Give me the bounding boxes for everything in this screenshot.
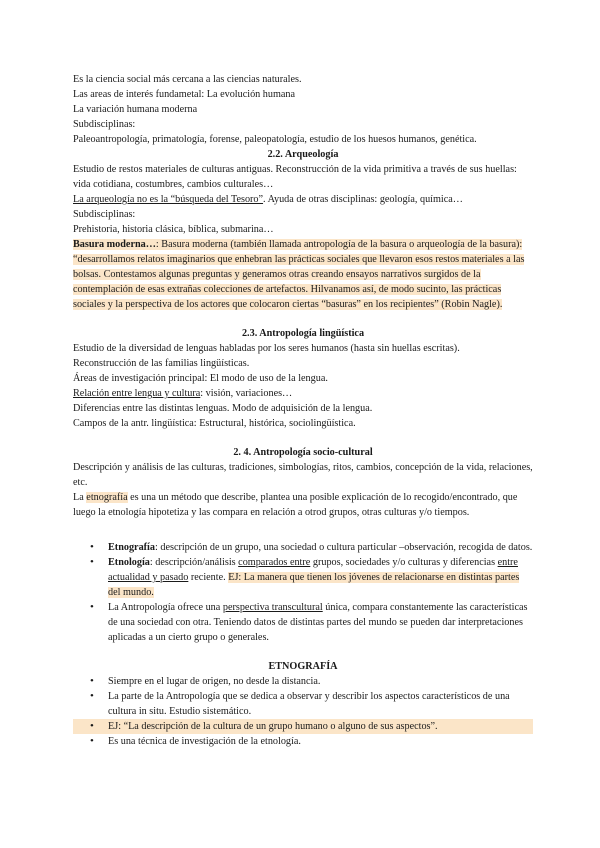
intro-line: Las areas de interés fundametal: La evolución humana xyxy=(73,89,296,100)
list-item: • Es una técnica de investigación de la etnología. xyxy=(73,734,533,749)
intro-line: Paleoantropología, primatología, forense, paleopatología, estudio de los huesos humanos, genética. xyxy=(73,134,477,145)
bullet-list xyxy=(73,674,533,749)
intro-line: Es la ciencia social más cercana a las ciencias naturales. xyxy=(73,74,302,85)
paragraph: Subdisciplinas: xyxy=(73,209,136,220)
underlined-text: La arqueología no es la “búsqueda del Tesoro” xyxy=(73,194,264,205)
paragraph: Estudio de la diversidad de lenguas habladas por los seres humanos (hasta sin huellas escritas). xyxy=(73,343,460,354)
list-item: • Siempre en el lugar de origen, no desde la distancia. xyxy=(73,674,533,689)
paragraph: La etnografía es una un método que describe, plantea una posible explicación de lo recogido/encontrado, que luego la etnología hipotetiza y las compara en relación a otrod grupos, otras culturas y/o tiempos. xyxy=(73,492,518,518)
paragraph: Reconstrucción de las familias lingüísticas. xyxy=(73,358,250,369)
intro-line: Subdisciplinas: xyxy=(73,119,136,130)
highlighted-example: EJ: La manera que tienen los jóvenes de relacionarse en distintas partes del mundo. xyxy=(108,572,520,598)
list-item: • Etnología: descripción/análisis comparados entre grupos, sociedades y/o culturas y diferencias entre actualidad y pasado reciente. EJ: La manera que tienen los jóvenes de relacionarse en distintas partes del mundo. xyxy=(73,555,533,600)
section-heading-etnografia: ETNOGRAFÍA xyxy=(268,661,338,672)
section-heading-sociocultural: 2. 4. Antropología socio-cultural xyxy=(233,447,373,458)
paragraph: Prehistoria, historia clásica, bíblica, submarina… xyxy=(73,224,274,235)
paragraph: Relación entre lengua y cultura: visión, variaciones… xyxy=(73,388,293,399)
list-item: • Etnografía: descripción de un grupo, una sociedad o cultura particular –observación, recogida de datos. xyxy=(73,540,533,555)
list-item: • La Antropología ofrece una perspectiva transcultural única, compara constantemente las características de una sociedad con otra. Teniendo datos de distintas partes del mundo se pueden dar interpretaciones aplicadas a un cierto grupo o generales. xyxy=(73,600,533,645)
document-body xyxy=(73,72,533,749)
paragraph: Campos de la antr. lingüística: Estructural, histórica, sociolingüística. xyxy=(73,418,356,429)
paragraph: Descripción y análisis de las culturas, tradiciones, simbologías, ritos, cambios, concepción de la vida, relaciones, etc. xyxy=(73,462,533,488)
section-heading-arqueologia: 2.2. Arqueología xyxy=(267,149,339,160)
bullet-list xyxy=(73,540,533,645)
paragraph: Estudio de restos materiales de culturas antiguas. Reconstrucción de la vida primitiva a través de sus huellas: vida cotidiana, costumbres, cambios culturales… xyxy=(73,164,517,190)
list-item: • La parte de la Antropología que se dedica a observar y describir los aspectos característicos de una cultura in situ. Estudio sistemático. xyxy=(73,689,533,719)
section-heading-linguistica: 2.3. Antropología lingüística xyxy=(241,328,365,339)
highlighted-paragraph: Basura moderna…: Basura moderna (también llamada antropología de la basura o arqueología de la basura): “desarrollamos relatos imaginarios que enhebran las prácticas sociales que llevaron esos restos materiales a las bolsas. Contestamos algunas preguntas y generamos otras creando ensayos narrativos surgidos de la contemplación de esas extrañas colecciones de artefactos. Hilvanamos así, de modo sucinto, las prácticas sociales y la perspectiva de los actores que colocaron ciertas “basuras” en los recipientes” (Robin Nagle). xyxy=(73,239,525,310)
intro-line: La variación humana moderna xyxy=(73,104,198,115)
highlighted-term: etnografía xyxy=(86,492,128,503)
paragraph: La arqueología no es la “búsqueda del Tesoro”. Ayuda de otras disciplinas: geología, química… xyxy=(73,194,463,205)
bold-term: Basura moderna… xyxy=(73,239,156,250)
paragraph: Diferencias entre las distintas lenguas. Modo de adquisición de la lengua. xyxy=(73,403,373,414)
list-item-highlighted: • EJ: “La descripción de la cultura de un grupo humano o alguno de sus aspectos”. xyxy=(73,719,533,734)
underlined-text: Relación entre lengua y cultura xyxy=(73,388,201,399)
paragraph: Áreas de investigación principal: El modo de uso de la lengua. xyxy=(73,373,328,384)
